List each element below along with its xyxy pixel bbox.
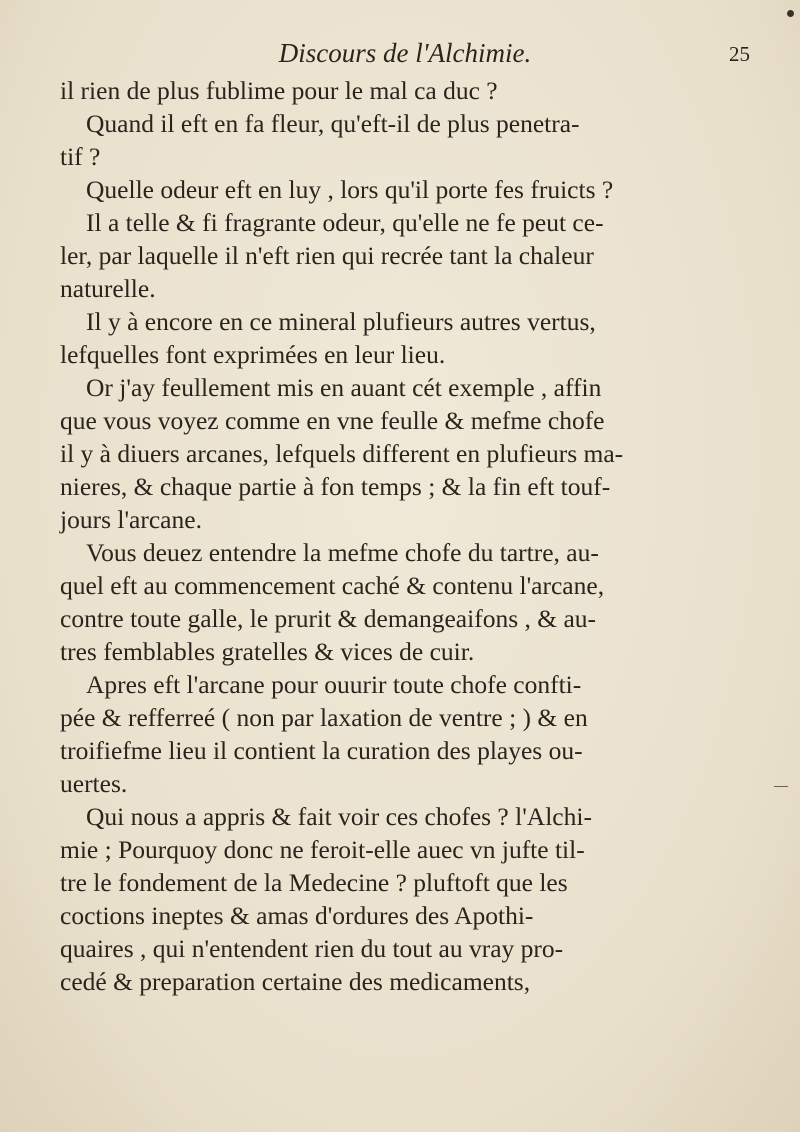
text-line: il rien de plus fublime pour le mal ca duc ? [60, 76, 498, 105]
text-line: ler, par laquelle il n'eft rien qui recrée tant la chaleur [60, 241, 594, 270]
text-line: lefquelles font exprimées en leur lieu. [60, 340, 446, 369]
text-line: Apres eft l'arcane pour ouurir toute chofe confti- [86, 670, 582, 699]
text-line: tif ? [60, 142, 101, 171]
text-line: quel eft au commencement caché & contenu l'arcane, [60, 571, 605, 600]
body-text [60, 74, 750, 998]
text-line: Or j'ay feullement mis en auant cét exemple , affin [86, 373, 602, 402]
text-line: Quand il eft en fa fleur, qu'eft-il de plus penetra- [86, 109, 580, 138]
page-header [60, 38, 750, 72]
text-line: il y à diuers arcanes, lefquels different en plufieurs ma- [60, 439, 624, 468]
text-line: naturelle. [60, 274, 156, 303]
text-line: troifiefme lieu il contient la curation des playes ou- [60, 736, 583, 765]
text-line: pée & refferreé ( non par laxation de ventre ; ) & en [60, 703, 588, 732]
text-line: mie ; Pourquoy donc ne feroit-elle auec vn jufte til- [60, 835, 585, 864]
text-line: quaires , qui n'entendent rien du tout au vray pro- [60, 934, 564, 963]
running-title: Discours de l'Alchimie. [278, 38, 532, 68]
text-line: coctions ineptes & amas d'ordures des Apothi- [60, 901, 534, 930]
text-line: nieres, & chaque partie à fon temps ; & la fin eft touf- [60, 472, 611, 501]
text-line: Il y à encore en ce mineral plufieurs autres vertus, [86, 307, 596, 336]
text-line: que vous voyez comme en vne feulle & mefme chofe [60, 406, 605, 435]
margin-mark [774, 786, 788, 787]
text-line: Qui nous a appris & fait voir ces chofes ? l'Alchi- [86, 802, 592, 831]
text-line: cedé & preparation certaine des medicaments, [60, 967, 531, 996]
text-line: uertes. [60, 769, 128, 798]
text-line: Quelle odeur eft en luy , lors qu'il porte fes fruicts ? [86, 175, 614, 204]
ink-spot [787, 10, 794, 17]
text-line: contre toute galle, le prurit & demangeaifons , & au- [60, 604, 597, 633]
text-line: Vous deuez entendre la mefme chofe du tartre, au- [86, 538, 599, 567]
text-line: tre le fondement de la Medecine ? pluftoft que les [60, 868, 568, 897]
page-number: 25 [729, 42, 750, 66]
text-line: tres femblables gratelles & vices de cuir. [60, 637, 475, 666]
text-line: Il a telle & fi fragrante odeur, qu'elle ne fe peut ce- [86, 208, 604, 237]
text-line: jours l'arcane. [60, 505, 202, 534]
